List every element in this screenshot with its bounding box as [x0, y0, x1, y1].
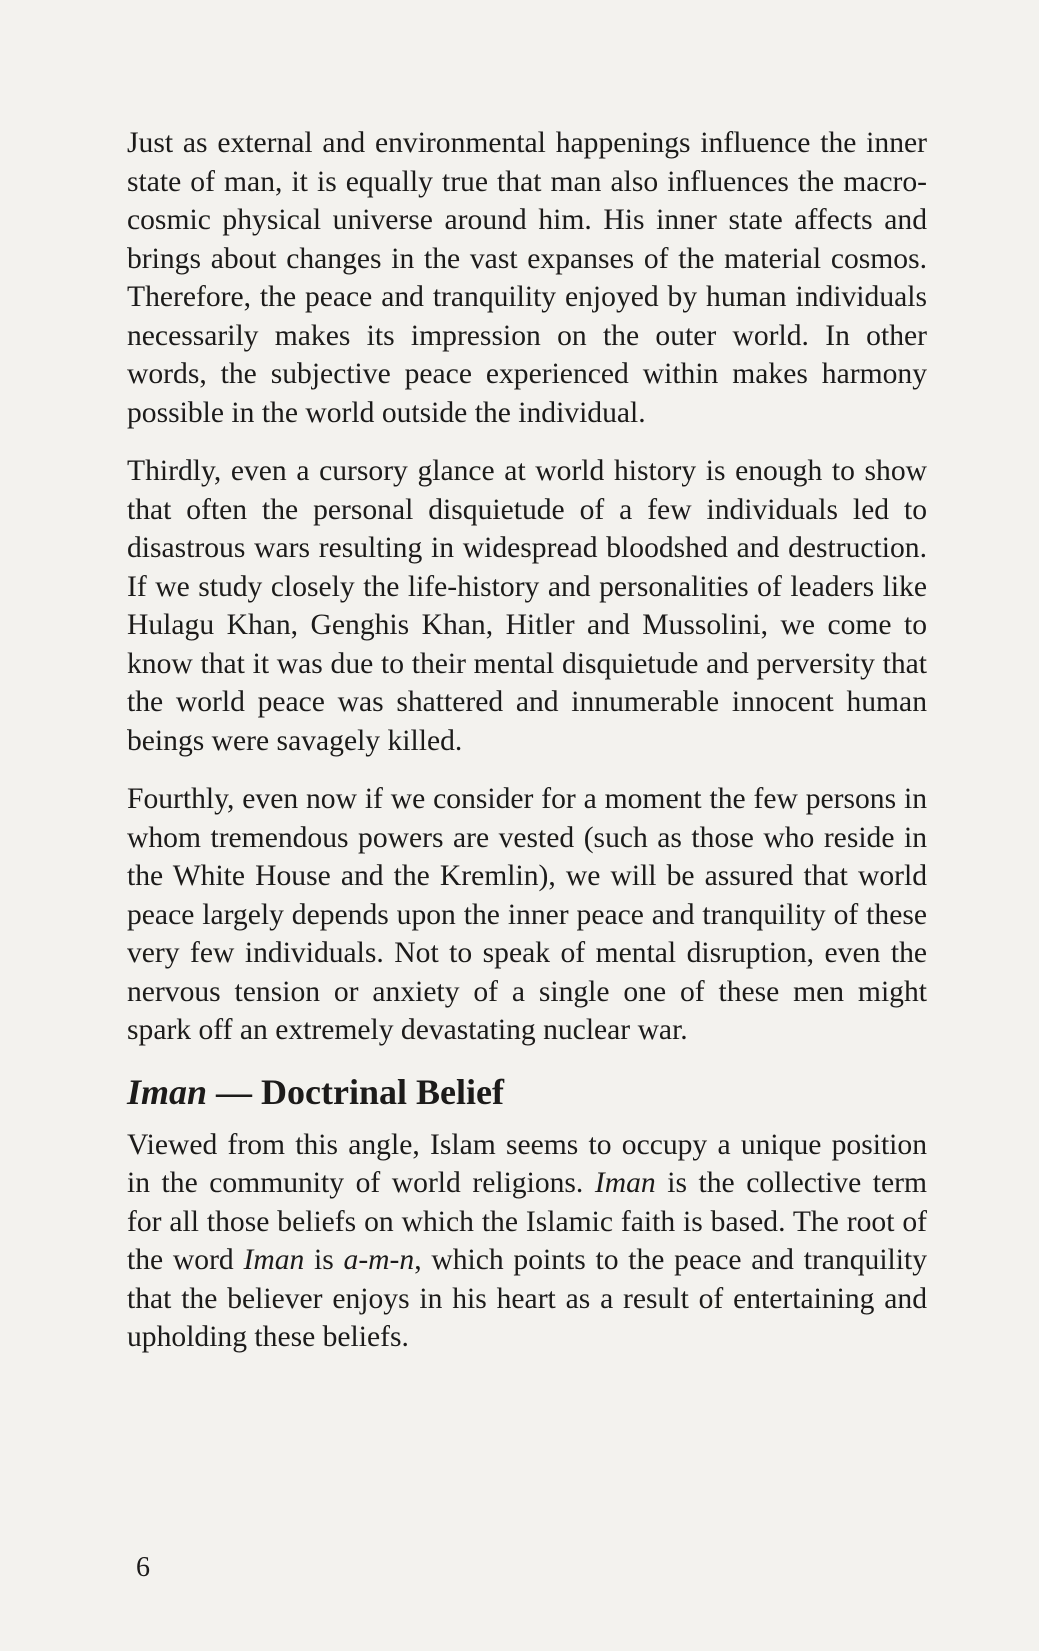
heading-term: Iman	[127, 1071, 208, 1112]
iman-term-1: Iman	[594, 1167, 656, 1199]
section-heading	[127, 1070, 927, 1114]
iman-text-part2: is the collective term for all those beliefs on which the Islamic faith is based. The root of the word	[127, 1167, 927, 1276]
heading-rest: Doctrinal Belief	[261, 1071, 504, 1112]
iman-root: a-m-n	[343, 1244, 415, 1276]
heading-dash: —	[216, 1071, 253, 1112]
paragraph-influence: Just as external and environmental happenings influence the inner state of man, it is equally true that man also influences the macro-cosmic physical universe around him. His inner state affects and brings about changes in the vast expanses of the material cosmos. Therefore, the peace and tranquility enjoyed by human individuals necessarily makes its impression on the outer world. In other words, the subjective peace experienced within makes harmony possible in the world outside the individual.	[127, 127, 927, 429]
iman-text-part1: Viewed from this angle, Islam seems to occupy a unique position in the community of world religions.	[127, 1128, 927, 1199]
paragraph-fourthly: Fourthly, even now if we consider for a moment the few persons in whom tremendous powers are vested (such as those who reside in the White House and the Kremlin), we will be assured that world peace largely depends upon the inner peace and tranquility of these very few individuals. Not to speak of mental disruption, even the nervous tension or anxiety of a single one of these men might spark off an extremely devastating nuclear war.	[127, 783, 927, 1046]
page-number: 6	[136, 1552, 150, 1583]
iman-text-part4: , which points to the peace and tranquility that the believer enjoys in his heart as a result of entertaining and upholding these beliefs.	[127, 1244, 928, 1353]
iman-term-2: Iman	[243, 1244, 305, 1276]
paragraph-thirdly: Thirdly, even a cursory glance at world history is enough to show that often the personal disquietude of a few individuals led to disastrous wars resulting in widespread bloodshed and destruction. If we study closely the life-history and personalities of leaders like Hulagu Khan, Genghis Khan, Hitler and Mussolini, we come to know that it was due to their mental disquietude and perversity that the world peace was shattered and innumerable innocent human beings were savagely killed.	[127, 455, 927, 757]
page-content	[127, 124, 927, 1377]
iman-text-part3: is	[304, 1244, 344, 1276]
paragraph-iman	[127, 1126, 927, 1357]
